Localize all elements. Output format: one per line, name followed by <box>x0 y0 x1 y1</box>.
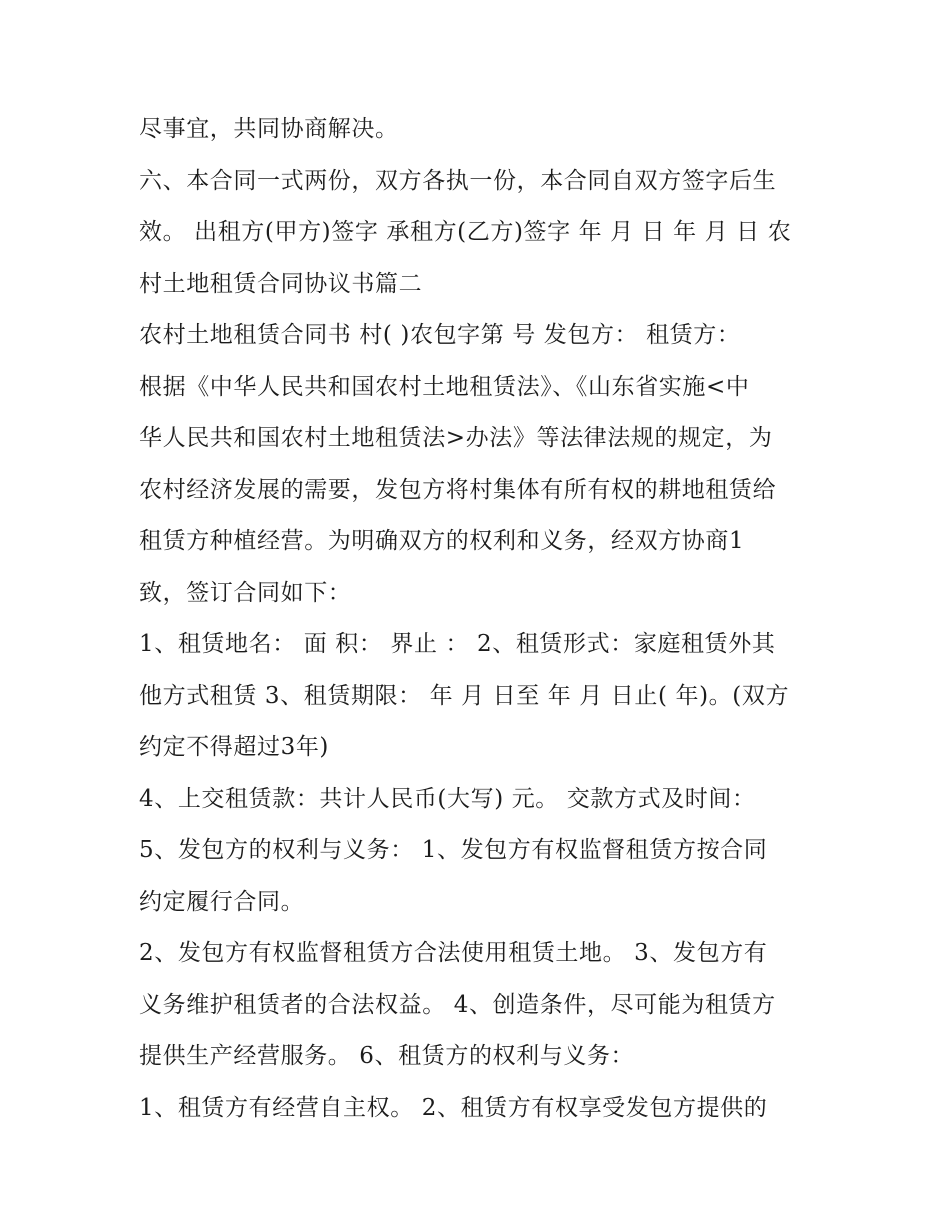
text-line: 2、发包方有权监督租赁方合法使用租赁土地。 3、发包方有 <box>139 940 768 966</box>
text-line: 5、发包方的权利与义务： 1、发包方有权监督租赁方按合同 <box>139 837 768 863</box>
text-line: 农村经济发展的需要，发包方将村集体有所有权的耕地租赁给 <box>139 476 777 503</box>
text-line: 提供生产经营服务。 6、租赁方的权利与义务： <box>139 1043 635 1069</box>
text-line: 租赁方种植经营。为明确双方的权利和义务，经双方协商1 <box>139 528 745 554</box>
text-line: 农村土地租赁合同书 村( )农包字第 号 发包方： 租赁方： <box>139 322 741 348</box>
text-line: 华人民共和国农村土地租赁法>办法》等法律法规的规定，为 <box>139 425 773 451</box>
text-line: 4、上交租赁款：共计人民币(大写) 元。 交款方式及时间： <box>139 785 756 812</box>
text-line: 六、本合同一式两份，双方各执一份，本合同自双方签字后生 <box>139 167 777 194</box>
text-line: 致，签订合同如下： <box>139 579 352 606</box>
text-line: 约定履行合同。 <box>139 888 305 915</box>
text-line: 尽事宜，共同协商解决。 <box>139 116 399 142</box>
text-line: 他方式租赁 3、租赁期限： 年 月 日至 年 月 日止( 年)。(双方 <box>139 682 790 709</box>
text-line: 效。 出租方(甲方)签字 承租方(乙方)签字 年 月 日 年 月 日 农 <box>139 219 792 245</box>
text-line: 约定不得超过3年) <box>139 734 330 760</box>
text-line: 村土地租赁合同协议书篇二 <box>139 270 423 297</box>
text-line: 1、租赁方有经营自主权。 2、租赁方有权享受发包方提供的 <box>139 1094 768 1121</box>
text-line: 根据《中华人民共和国农村土地租赁法》、《山东省实施<中 <box>139 373 750 400</box>
text-line: 1、租赁地名： 面 积： 界止 ： 2、租赁形式：家庭租赁外其 <box>139 631 776 657</box>
text-line: 义务维护租赁者的合法权益。 4、创造条件，尽可能为租赁方 <box>139 991 776 1018</box>
document-body <box>139 104 819 1134</box>
